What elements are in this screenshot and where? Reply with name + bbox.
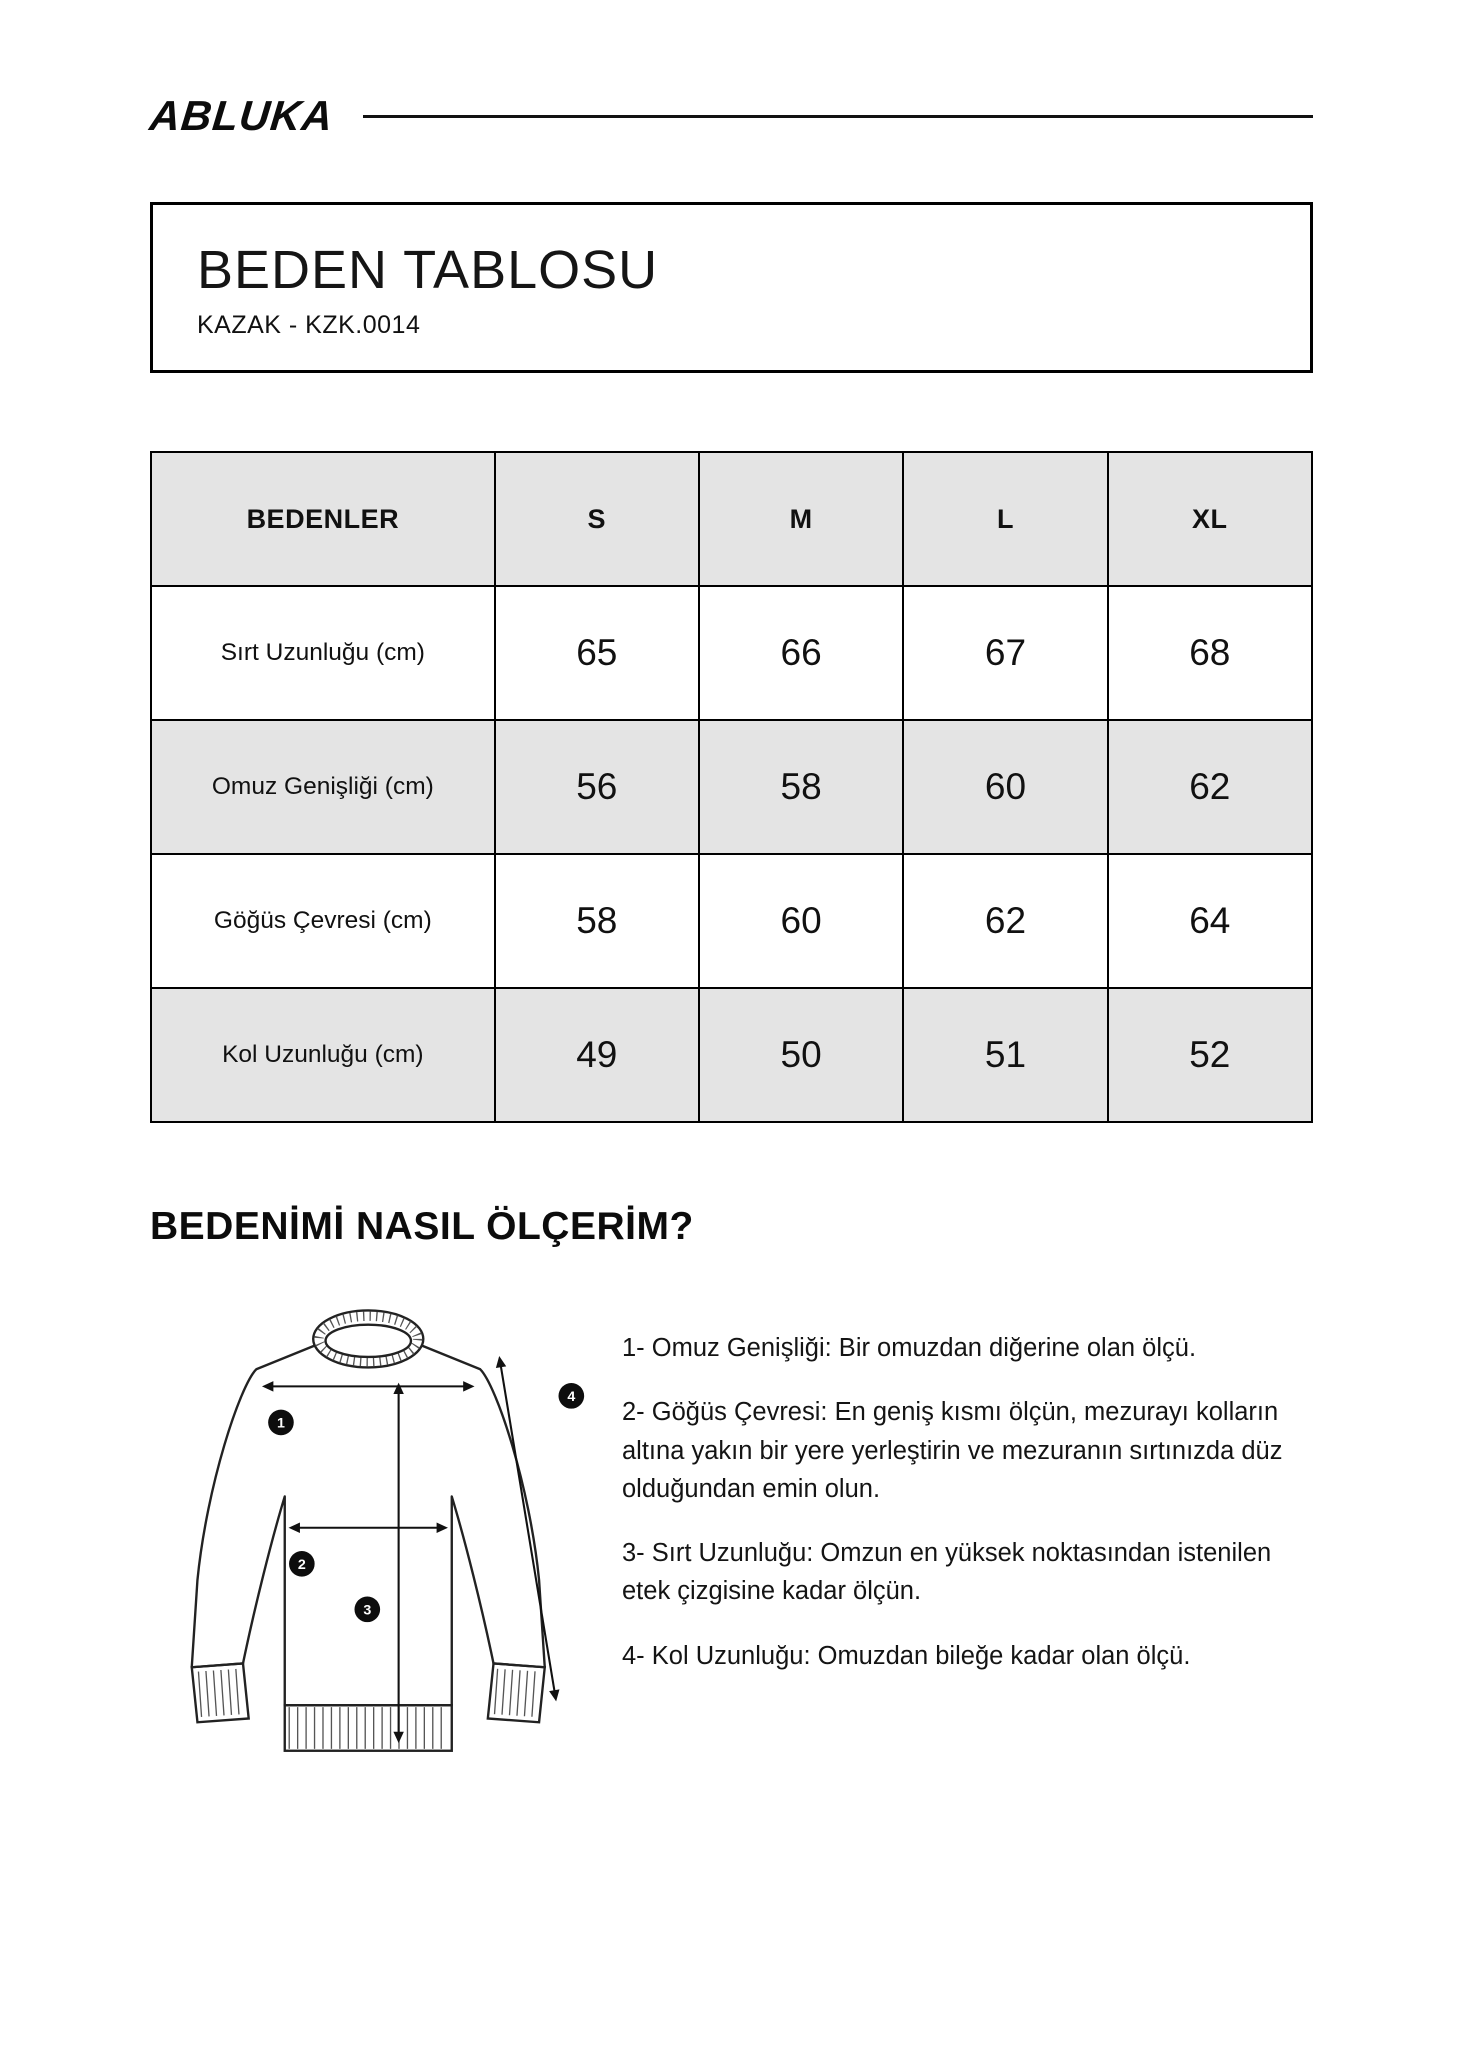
col-header-xl: XL [1108,452,1312,586]
page-title: BEDEN TABLOSU [197,240,659,300]
table-header-row [151,452,1312,586]
product-code: KAZAK - KZK.0014 [197,311,421,339]
cell-value: 60 [903,720,1107,854]
title-box [150,202,1313,373]
brand-header [147,92,1313,140]
size-table [150,451,1313,1123]
row-label: Kol Uzunluğu (cm) [151,988,495,1122]
measure-marker-2 [289,1551,315,1577]
header-rule [363,115,1313,118]
brand-logo: ABLUKA [147,92,336,139]
svg-text:2: 2 [297,1557,306,1574]
col-header-l: L [903,452,1107,586]
measure-instructions [596,1295,1313,1701]
row-label: Omuz Genişliği (cm) [151,720,495,854]
cell-value: 68 [1108,586,1312,720]
svg-text:1: 1 [276,1415,285,1432]
col-header-bedenler: BEDENLER [151,452,495,586]
measure-marker-3 [354,1597,380,1623]
measure-marker-1 [268,1410,294,1436]
cell-value: 58 [495,854,699,988]
cell-value: 65 [495,586,699,720]
collar [313,1310,423,1367]
measure-section-title: BEDENİMİ NASIL ÖLÇERİM? [150,1205,694,1248]
instruction-chest: 2- Göğüs Çevresi: En geniş kısmı ölçün, mezurayı kolların altına yakın bir yere yerleştirin ve mezuranın sırtınızda düz olduğundan emin olun. [622,1398,1283,1503]
right-cuff [488,1663,545,1722]
row-label: Göğüs Çevresi (cm) [151,854,495,988]
table-row-back-length [151,586,1312,720]
measure-marker-4 [559,1383,585,1409]
svg-text:3: 3 [363,1602,372,1619]
left-cuff [192,1663,249,1722]
table-row-shoulder-width [151,720,1312,854]
cell-value: 49 [495,988,699,1122]
cell-value: 66 [699,586,903,720]
cell-value: 52 [1108,988,1312,1122]
cell-value: 50 [699,988,903,1122]
cell-value: 51 [903,988,1107,1122]
instruction-sleeve-length: 4- Kol Uzunluğu: Omuzdan bileğe kadar olan ölçü. [622,1641,1191,1670]
col-header-m: M [699,452,903,586]
hem-band [285,1705,452,1751]
table-row-chest [151,854,1312,988]
row-label: Sırt Uzunluğu (cm) [151,586,495,720]
measure-section [150,1295,1313,1775]
cell-value: 56 [495,720,699,854]
cell-value: 62 [1108,720,1312,854]
cell-value: 67 [903,586,1107,720]
sweater-body-outline [192,1345,545,1706]
cell-value: 60 [699,854,903,988]
sweater-diagram [150,1295,596,1775]
table-row-sleeve-length [151,988,1312,1122]
instruction-shoulder-width: 1- Omuz Genişliği: Bir omuzdan diğerine olan ölçü. [622,1334,1197,1362]
cell-value: 62 [903,854,1107,988]
cell-value: 58 [699,720,903,854]
cell-value: 64 [1108,854,1312,988]
instruction-back-length: 3- Sırt Uzunluğu: Omzun en yüksek noktasından istenilen etek çizgisine kadar ölçün. [622,1539,1272,1606]
svg-text:4: 4 [567,1389,576,1406]
col-header-s: S [495,452,699,586]
